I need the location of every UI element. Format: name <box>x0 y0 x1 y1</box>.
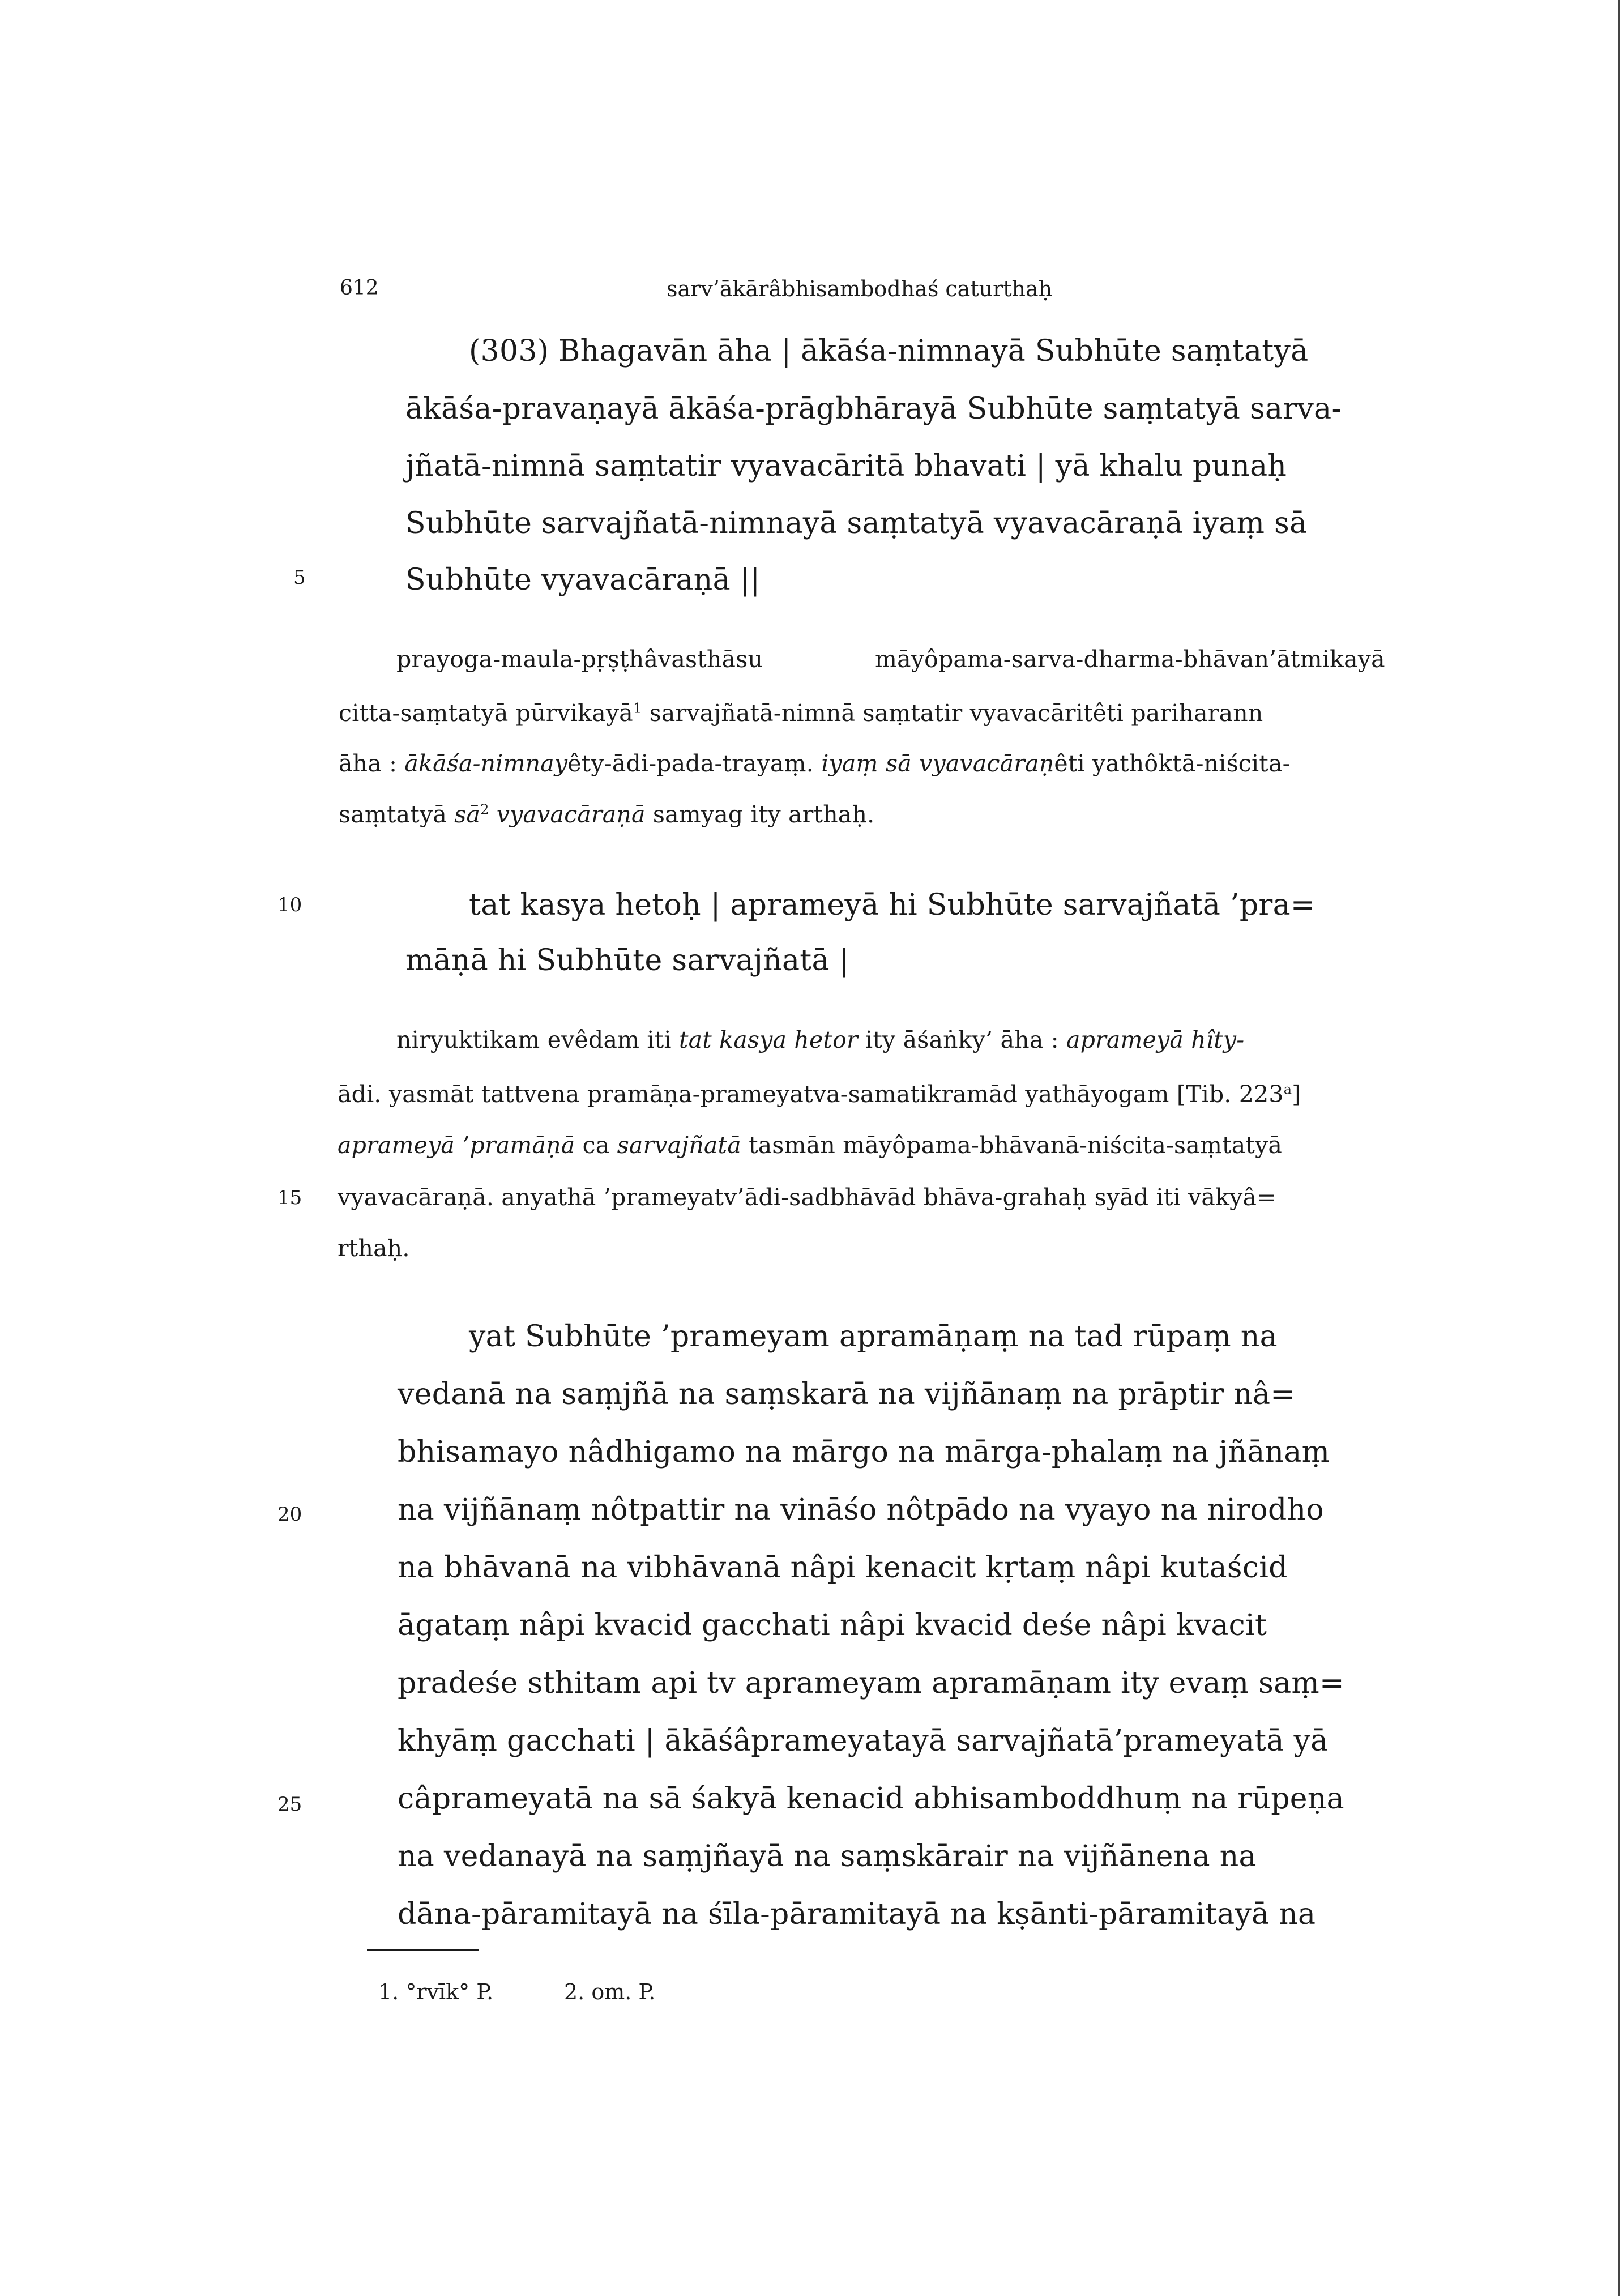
footnote-ref: 2 <box>480 801 489 818</box>
comm-text: ity āśaṅky’ āha : <box>857 1026 1066 1053</box>
footnote-rule <box>367 1949 479 1951</box>
lemma: sarvajñatā <box>617 1132 741 1159</box>
comm-line <box>339 699 1263 727</box>
comm-text: prayoga-maula-pṛṣṭhâvasthāsu <box>396 646 763 673</box>
comm-text: citta-saṃtatyā pūrvikayā <box>339 699 633 727</box>
comm-text: êti yathôktā-niścita- <box>1054 750 1291 777</box>
footnote-1: 1. °rvīk° P. <box>378 1979 494 2004</box>
superscript: a <box>1283 1081 1292 1098</box>
lemma: tat kasya hetor <box>678 1026 858 1053</box>
page-number: 612 <box>340 276 379 300</box>
lemma: aprameyā hîty- <box>1066 1026 1245 1053</box>
comm-text: ca <box>575 1132 617 1159</box>
text-line: yat Subhūte ’prameyam apramāṇaṃ na tad rūpaṃ na <box>469 1320 1278 1354</box>
footnote-2: 2. om. P. <box>564 1979 656 2004</box>
text-line: bhisamayo nâdhigamo na mārgo na mārga-phalaṃ na jñānaṃ <box>398 1435 1330 1469</box>
text-line: dāna-pāramitayā na śīla-pāramitayā na kṣānti-pāramitayā na <box>398 1897 1316 1931</box>
line-number: 15 <box>277 1187 302 1209</box>
text-line: (303) Bhagavān āha | ākāśa-nimnayā Subhūte saṃtatyā <box>469 334 1309 368</box>
comm-text: sarvajñatā-nimnā saṃtatir vyavacāritêti pariharann <box>642 699 1263 727</box>
lemma: ākāśa-nimnay <box>404 750 568 777</box>
text-line: tat kasya hetoḥ | aprameyā hi Subhūte sarvajñatā ’pra= <box>469 888 1316 922</box>
lemma: sā <box>454 801 481 828</box>
comm-line <box>396 1026 1244 1053</box>
text-line: vedanā na saṃjñā na saṃskarā na vijñānaṃ na prāptir nâ= <box>398 1377 1296 1411</box>
text-line: māṇā hi Subhūte sarvajñatā | <box>405 944 849 978</box>
comm-text: rthaḥ. <box>338 1235 410 1262</box>
comm-text: saṃtatyā <box>339 801 455 828</box>
text-line: na vijñānaṃ nôtpattir na vināśo nôtpādo na vyayo na nirodho <box>398 1493 1324 1527</box>
comm-text: tasmān māyôpama-bhāvanā-niścita-saṃtatyā <box>741 1132 1283 1159</box>
comm-text: ] <box>1292 1081 1301 1108</box>
comm-text: ādi. yasmāt tattvena pramāṇa-prameyatva-samatikramād yathāyogam [Tib. 223 <box>338 1081 1284 1108</box>
text-line: pradeśe sthitam api tv aprameyam apramāṇam ity evaṃ saṃ= <box>398 1666 1344 1700</box>
footnote-ref: 1 <box>633 700 642 716</box>
line-number: 20 <box>277 1503 302 1526</box>
line-number: 5 <box>293 566 306 589</box>
comm-text <box>489 801 497 828</box>
lemma: aprameyā ’pramāṇā <box>338 1132 575 1159</box>
text-line: āgataṃ nâpi kvacid gacchati nâpi kvacid deśe nâpi kvacit <box>398 1608 1267 1642</box>
comm-line <box>338 1081 1301 1108</box>
text-line: na bhāvanā na vibhāvanā nâpi kenacit kṛtaṃ nâpi kutaścid <box>398 1551 1288 1585</box>
comm-text: niryuktikam evêdam iti <box>396 1026 679 1053</box>
lemma: iyaṃ sā vyavacāraṇ <box>821 750 1054 777</box>
page-edge <box>1618 0 1620 2296</box>
comm-line <box>339 801 874 828</box>
line-number: 25 <box>277 1793 302 1816</box>
text-line: Subhūte sarvajñatā-nimnayā saṃtatyā vyavacāraṇā iyaṃ sā <box>405 506 1308 540</box>
running-title: sarv’ākārâbhisambodhaś caturthaḥ <box>667 276 1053 301</box>
text-line: Subhūte vyavacāraṇā || <box>405 563 761 597</box>
comm-line <box>339 750 1291 777</box>
line-number: 10 <box>277 894 302 916</box>
comm-text: māyôpama-sarva-dharma-bhāvan’ātmikayā <box>875 646 1385 673</box>
text-line: na vedanayā na saṃjñayā na saṃskārair na vijñānena na <box>398 1840 1257 1873</box>
comm-line <box>338 1132 1282 1159</box>
comm-text: vyavacāraṇā. anyathā ’prameyatv’ādi-sadbhāvād bhāva-grahaḥ syād iti vākyâ= <box>338 1184 1276 1211</box>
text-line: câprameyatā na sā śakyā kenacid abhisamboddhuṃ na rūpeṇa <box>398 1782 1344 1816</box>
text-line: jñatā-nimnā saṃtatir vyavacāritā bhavati | yā khalu punaḥ <box>405 449 1287 483</box>
text-line: khyāṃ gacchati | ākāśâprameyatayā sarvajñatā’prameyatā yā <box>398 1724 1329 1758</box>
comm-text: êty-ādi-pada-trayaṃ. <box>567 750 822 777</box>
comm-text: āha : <box>339 750 405 777</box>
text-line: ākāśa-pravaṇayā ākāśa-prāgbhārayā Subhūte saṃtatyā sarva- <box>405 392 1342 426</box>
lemma: vyavacāraṇā <box>496 801 646 828</box>
comm-text: samyag ity arthaḥ. <box>645 801 875 828</box>
